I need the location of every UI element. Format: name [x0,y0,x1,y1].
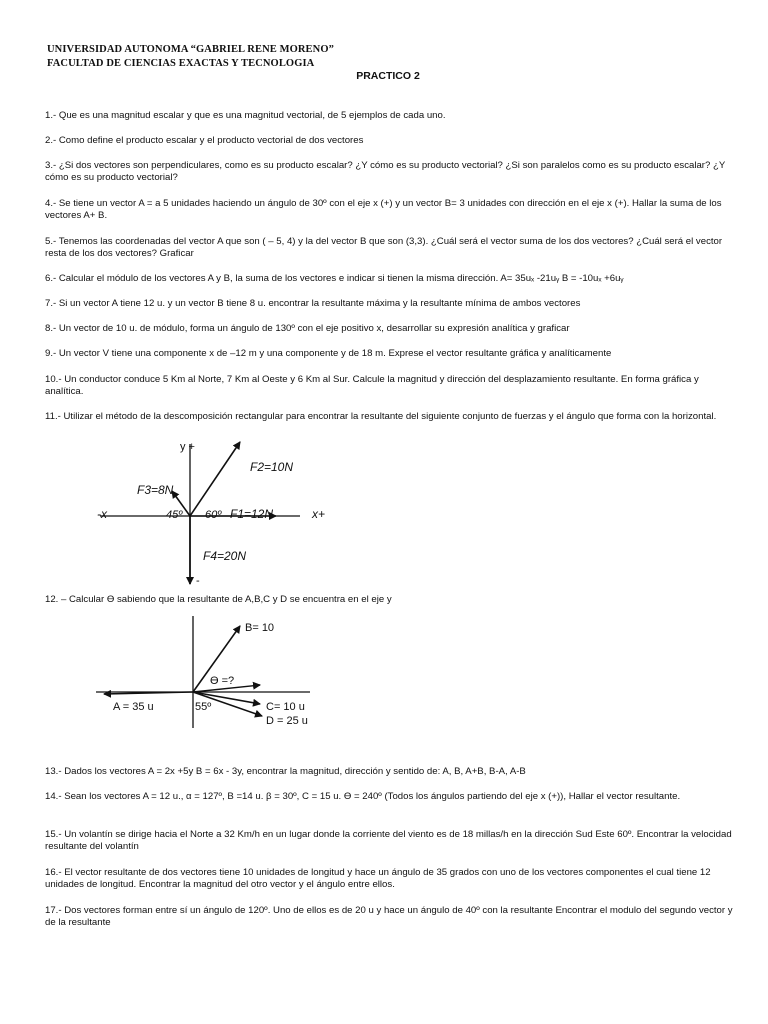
faculty-name: FACULTAD DE CIENCIAS EXACTAS Y TECNOLOGIA [47,58,315,69]
f3-label: F3=8N [137,483,174,497]
question-13: 13.- Dados los vectores A = 2x +5y B = 6x - 3y, encontrar la magnitud, dirección y sentido de: A, B, A+B, B-A, A-B [45,766,526,777]
d-label: D = 25 u [266,715,308,727]
x-plus-label: x+ [312,507,326,521]
question-2: 2.- Como define el producto escalar y el producto vectorial de dos vectores [45,135,364,146]
question-7: 7.- Si un vector A tiene 12 u. y un vector B tiene 8 u. encontrar la resultante máxima y la resultante mínima de ambos vectores [45,298,581,309]
question-1: 1.- Que es una magnitud escalar y que es una magnitud vectorial, de 5 ejemplos de cada uno. [45,110,446,121]
question-16: 16.- El vector resultante de dos vectores tiene 10 unidades de longitud y hace un ángulo de 35 grados con uno de los vectores componentes el cual tiene 12 unidades de longitud. Encontrar la magnitud del otro vector y el ángulo entre ellos. [45,867,711,891]
c-label: C= 10 u [266,701,305,713]
f2-label: F2=10N [250,460,294,474]
page-title: PRACTICO 2 [356,70,420,82]
f4-label: F4=20N [203,549,247,563]
question-12: 12. – Calcular ϴ sabiendo que la resultante de A,B,C y D se encuentra en el eje y [45,594,392,605]
f2-arrow [190,442,240,516]
vector-diagram [90,612,350,732]
y-plus-label: y + [180,441,195,453]
y-minus-label: - [196,575,200,587]
angle-60-label: 60º [205,509,222,521]
angle-45-label: 45º [166,509,183,521]
university-name: UNIVERSIDAD AUTONOMA “GABRIEL RENE MORENO” [47,44,334,55]
force-diagram [90,436,350,592]
question-4: 4.- Se tiene un vector A = a 5 unidades haciendo un ángulo de 30º con el eje x (+) y un vector B= 3 unidades con dirección en el eje x (+). Hallar la suma de los vectores A+ B. [45,198,722,222]
a-label: A = 35 u [113,701,154,713]
question-10: 10.- Un conductor conduce 5 Km al Norte, 7 Km al Oeste y 6 Km al Sur. Calcule la magnitud y dirección del desplazamiento resultante. En forma gráfica y analítica. [45,374,699,398]
question-3: 3.- ¿Si dos vectores son perpendiculares, como es su producto escalar? ¿Y cómo es su producto vectorial? ¿Si son paralelos como es su producto escalar? ¿Y cómo es su producto vectorial? [45,160,726,184]
question-17: 17.- Dos vectores forman entre sí un ángulo de 120º. Uno de ellos es de 20 u y hace un ángulo de 40º con la resultante Encontrar el modulo del segundo vector y de la resultante [45,905,733,929]
f1-label: F1=12N [230,507,274,521]
question-8: 8.- Un vector de 10 u. de módulo, forma un ángulo de 130º con el eje positivo x, desarrollar su expresión analítica y graficar [45,323,570,334]
b-label: B= 10 [245,622,275,634]
angle-55-label: 55º [195,701,212,713]
question-11: 11.- Utilizar el método de la descomposición rectangular para encontrar la resultante del siguiente conjunto de fuerzas y el ángulo que forma con la horizontal. [45,411,717,422]
question-6: 6.- Calcular el módulo de los vectores A y B, la suma de los vectores e indicar si tienen la misma dirección. A= 35uₓ -21uᵧ B = -10uₓ +6uᵧ [45,273,624,284]
question-15: 15.- Un volantín se dirige hacia el Norte a 32 Km/h en un lugar donde la corriente del viento es de 18 millas/h en la dirección Sud Este 60º. Encontrar la velocidad resultante del volantín [45,829,732,853]
question-5: 5.- Tenemos las coordenadas del vector A que son ( – 5, 4) y la del vector B que son (3,3). ¿Cuál será el vector suma de los dos vectores? ¿Cuál será el vector resta de los dos vectores? Graficar [45,236,723,260]
question-14: 14.- Sean los vectores A = 12 u., α = 127º, B =14 u. β = 30º, C = 15 u. ϴ = 240º (Todos los ángulos partiendo del eje x (+)), Hallar el vector resultante. [45,791,681,802]
question-9: 9.- Un vector V tiene una componente x de –12 m y una componente y de 18 m. Exprese el vector resultante gráfica y analíticamente [45,348,612,359]
x-minus-label: -x [97,507,107,521]
theta-label: ϴ =? [210,675,235,687]
